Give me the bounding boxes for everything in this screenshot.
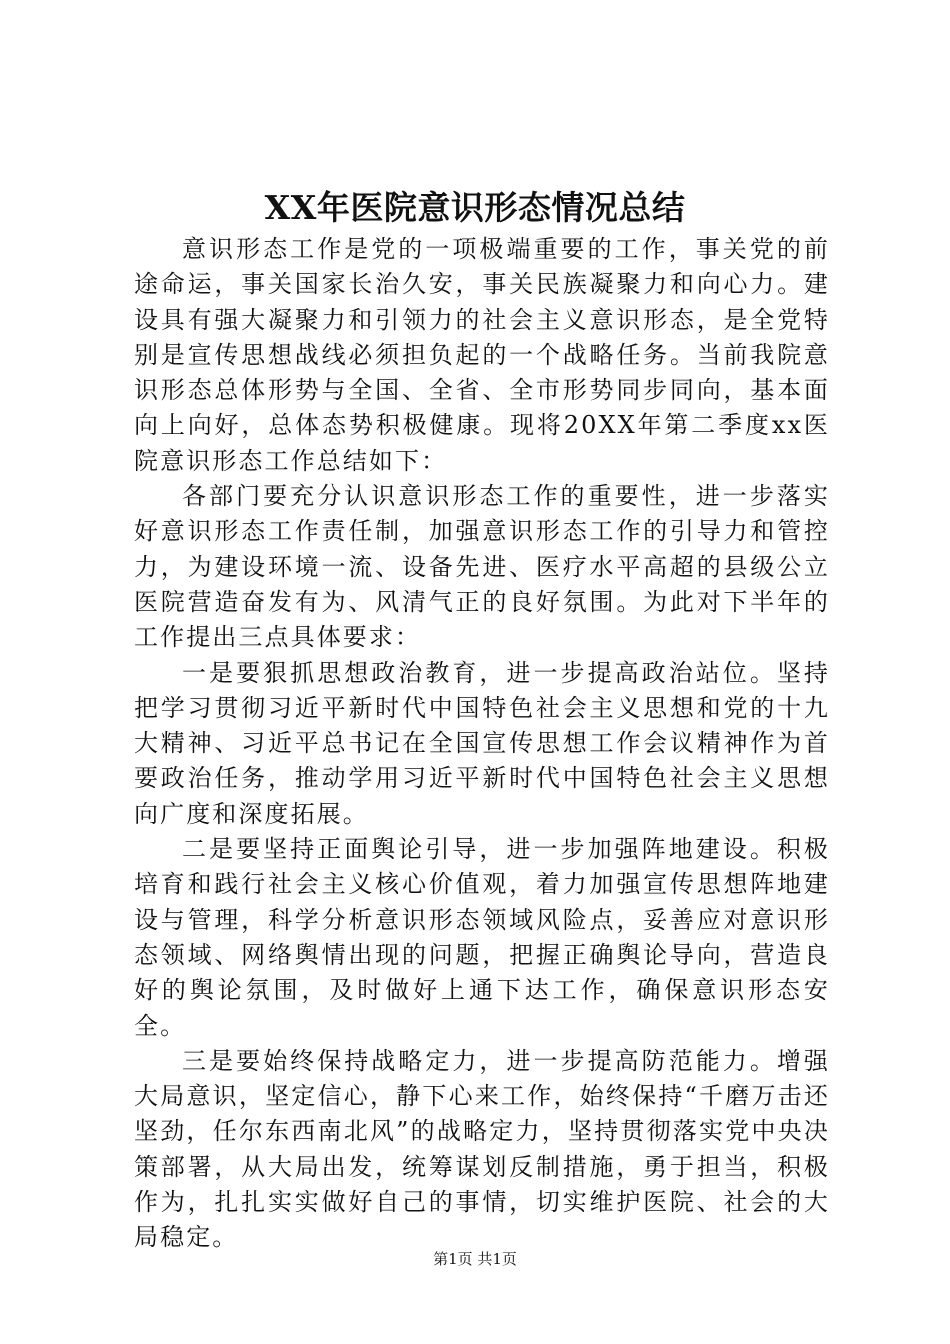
document-body [134, 232, 830, 1256]
page-number-footer: 第1页 共1页 [433, 1250, 517, 1268]
paragraph-requirements: 各部门要充分认识意识形态工作的重要性，进一步落实好意识形态工作责任制，加强意识形态工作的引导力和管控力，为建设环境一流、设备先进、医疗水平高超的县级公立医院营造奋发有为、风清气正的良好氛围。为此对下半年的工作提出三点具体要求： [134, 482, 830, 652]
paragraph-point-one: 一是要狠抓思想政治教育，进一步提高政治站位。坚持把学习贯彻习近平新时代中国特色社会主义思想和党的十九大精神、习近平总书记在全国宣传思想工作会议精神作为首要政治任务，推动学用习近平新时代中国特色社会主义思想向广度和深度拓展。 [134, 658, 830, 828]
document-title: XX年医院意识形态情况总结 [264, 188, 686, 227]
paragraph-point-three: 三是要始终保持战略定力，进一步提高防范能力。增强大局意识，坚定信心，静下心来工作，始终保持“千磨万击还坚劲，任尔东西南北风”的战略定力，坚持贯彻落实党中央决策部署，从大局出发，统筹谋划反制措施，勇于担当，积极作为，扎扎实实做好自己的事情，切实维护医院、社会的大局稳定。 [134, 1046, 830, 1252]
paragraph-point-two: 二是要坚持正面舆论引导，进一步加强阵地建设。积极培育和践行社会主义核心价值观，着力加强宣传思想阵地建设与管理，科学分析意识形态领域风险点，妥善应对意识形态领域、网络舆情出现的问题，把握正确舆论导向，营造良好的舆论氛围，及时做好上通下达工作，确保意识形态安全。 [134, 835, 830, 1040]
paragraph-intro: 意识形态工作是党的一项极端重要的工作，事关党的前途命运，事关国家长治久安，事关民族凝聚力和向心力。建设具有强大凝聚力和引领力的社会主义意识形态，是全党特别是宣传思想战线必须担负起的一个战略任务。当前我院意识形态总体形势与全国、全省、全市形势同步同向，基本面向上向好，总体态势积极健康。现将20XX年第二季度xx医院意识形态工作总结如下： [134, 235, 830, 475]
